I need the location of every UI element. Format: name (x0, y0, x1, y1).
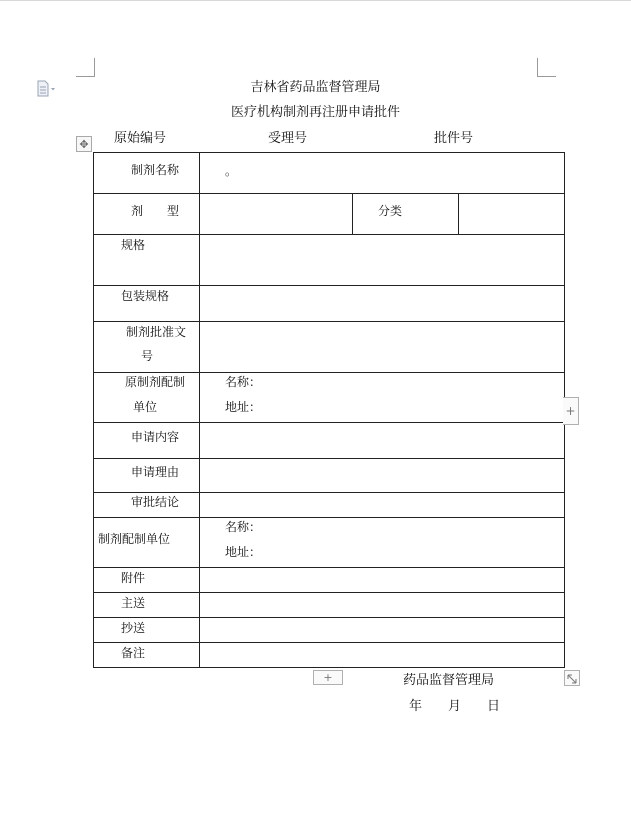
specification-cell[interactable] (200, 235, 565, 286)
table-row (94, 153, 565, 194)
application-reason-label: 申请理由 (131, 465, 180, 479)
top-border-line (0, 0, 631, 1)
packaging-spec-label: 包装规格 (121, 289, 170, 303)
application-content-label: 申请内容 (131, 430, 180, 444)
main-recipient-cell[interactable] (200, 593, 565, 618)
preparation-name-value: 。 (225, 164, 238, 178)
orig-unit-cell[interactable] (200, 373, 565, 423)
packaging-spec-cell[interactable] (200, 286, 565, 322)
plus-icon[interactable]: + (563, 397, 579, 425)
attachment-cell[interactable] (200, 568, 565, 593)
application-form-table (93, 152, 565, 668)
application-content-cell[interactable] (200, 423, 565, 459)
category-cell[interactable] (459, 194, 565, 235)
table-row (94, 373, 565, 423)
plus-icon[interactable]: + (313, 670, 343, 685)
table-row (94, 459, 565, 493)
date-year: 年 (409, 699, 423, 714)
application-reason-cell[interactable] (200, 459, 565, 493)
remarks-cell[interactable] (200, 643, 565, 668)
unit-address-label: 地址： (225, 545, 262, 559)
doc-title-line1: 吉林省药品监督管理局 (250, 80, 381, 95)
table-row (94, 235, 565, 286)
crop-mark-top-left (76, 58, 95, 77)
dosage-form-label: 剂 型 (131, 204, 180, 218)
table-row (94, 493, 565, 518)
resize-icon[interactable] (564, 670, 580, 686)
date-month: 月 (448, 699, 462, 714)
approval-doc-label-line2: 号 (141, 349, 154, 363)
acceptance-number-label: 受理号 (268, 131, 308, 146)
table-row (94, 618, 565, 643)
unit-cell[interactable] (200, 518, 565, 568)
preparation-name-cell[interactable] (200, 153, 565, 194)
doc-title-line2: 医疗机构制剂再注册申请批件 (230, 105, 400, 120)
table-row (94, 568, 565, 593)
table-row (94, 322, 565, 373)
specification-label: 规格 (121, 238, 146, 252)
attachment-label: 附件 (121, 571, 146, 585)
approval-doc-cell[interactable] (200, 322, 565, 373)
orig-unit-label-line2: 单位 (133, 400, 158, 414)
original-number-label: 原始编号 (114, 131, 167, 146)
approval-number-label: 批件号 (434, 131, 474, 146)
review-conclusion-label: 审批结论 (131, 495, 180, 509)
date-day: 日 (487, 699, 501, 714)
orig-unit-label-line1: 原制剂配制 (125, 375, 186, 389)
remarks-label: 备注 (121, 646, 146, 660)
review-conclusion-cell[interactable] (200, 493, 565, 518)
approval-doc-label-line1: 制剂批准文 (126, 325, 187, 339)
cc-cell[interactable] (200, 618, 565, 643)
table-row (94, 593, 565, 618)
dosage-form-cell[interactable] (200, 194, 353, 235)
preparation-name-label: 制剂名称 (131, 163, 180, 177)
crop-mark-top-right (537, 58, 556, 77)
main-recipient-label: 主送 (121, 596, 146, 610)
move-icon[interactable]: ✥ (76, 136, 92, 152)
table-row (94, 423, 565, 459)
table-row (94, 286, 565, 322)
orig-unit-name-label: 名称： (225, 375, 262, 389)
signing-org: 药品监督管理局 (403, 673, 495, 688)
table-row (94, 194, 565, 235)
unit-label: 制剂配制单位 (98, 532, 171, 546)
table-row (94, 643, 565, 668)
category-label: 分类 (378, 204, 403, 218)
table-row (94, 518, 565, 568)
orig-unit-address-label: 地址： (225, 400, 262, 414)
cc-label: 抄送 (121, 621, 146, 635)
unit-name-label: 名称： (225, 520, 262, 534)
